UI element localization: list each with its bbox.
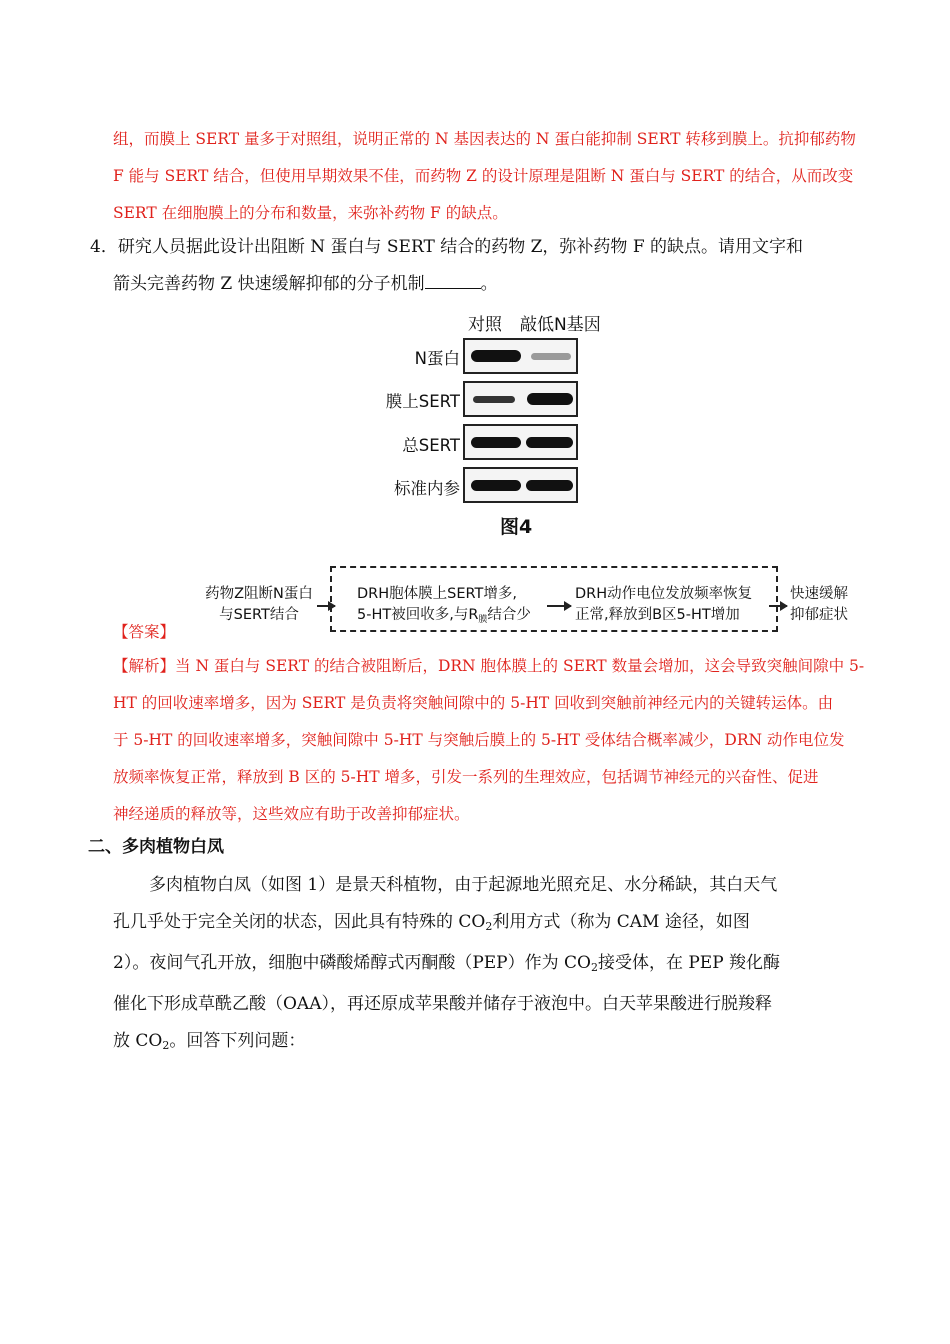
row-label-n-protein: N蛋白 — [414, 349, 460, 368]
paragraph-line: 多肉植物白凤（如图 1）是景天科植物，由于起源地光照充足、水分稀缺，其白天气 — [149, 875, 778, 895]
previous-analysis-line: SERT 在细胞膜上的分布和数量，来弥补药物 F 的缺点。 — [113, 204, 508, 222]
paragraph-line — [113, 1023, 865, 1064]
paragraph-text: 接受体，在 PEP 羧化酶 — [597, 953, 781, 973]
column-header-control: 对照 — [468, 315, 502, 335]
western-blot-figure — [360, 308, 620, 538]
column-header-knockdown: 敲低N基因 — [520, 315, 601, 335]
subscript-2: 2 — [485, 920, 493, 933]
row-label-membrane-sert: 膜上SERT — [385, 392, 460, 411]
paragraph-text: 2）。夜间气孔开放，细胞中磷酸烯醇式丙酮酸（PEP）作为 CO — [113, 953, 591, 973]
paragraph-text: 放 CO — [113, 1031, 163, 1051]
analysis-line: HT 的回收速率增多，因为 SERT 是负责将突触间隙中的 5-HT 回收到突触前神经元内的关键转运体。由 — [113, 694, 834, 712]
previous-analysis-line: F 能与 SERT 结合，但使用早期效果不佳，而药物 Z 的设计原理是阻断 N 蛋白与 SERT 的结合，从而改变 — [113, 167, 854, 185]
flow-step-1 — [200, 584, 318, 626]
subscript-2: 2 — [590, 961, 598, 974]
row-label-loading-control: 标准内参 — [394, 479, 460, 498]
flow-step-4 — [790, 584, 848, 626]
band-control — [473, 396, 515, 403]
subscript-2: 2 — [162, 1039, 170, 1052]
flow-step-4-line: 抑郁症状 — [790, 607, 848, 623]
section-2-paragraph — [113, 867, 865, 1064]
flow-step-4-line: 快速缓解 — [790, 586, 848, 602]
previous-analysis-line: 组，而膜上 SERT 量多于对照组，说明正常的 N 基因表达的 N 蛋白能抑制 SERT 转移到膜上。抗抑郁药物 — [113, 130, 856, 148]
paragraph-line — [113, 945, 865, 986]
paragraph-text: 。回答下列问题： — [169, 1031, 306, 1051]
flow-step-2-line — [357, 605, 531, 631]
answer-flow-diagram — [195, 566, 865, 638]
paragraph-text: 利用方式（称为 CAM 途径，如图 — [492, 912, 750, 932]
flow-step-3-line: 正常,释放到B区5-HT增加 — [575, 607, 740, 623]
flow-step-2 — [357, 584, 531, 631]
analysis-line: 于 5-HT 的回收速率增多，突触间隙中 5-HT 与突触后膜上的 5-HT 受体结合概率减少，DRN 动作电位发 — [113, 731, 845, 749]
previous-analysis — [113, 121, 865, 232]
paragraph-text: 孔几乎处于完全关闭的状态，因此具有特殊的 CO — [113, 912, 486, 932]
blot-panel-total-sert — [463, 424, 578, 460]
band-control — [471, 437, 521, 448]
question-4-text: 箭头完善药物 Z 快速缓解抑郁的分子机制 — [113, 274, 425, 294]
analysis-line — [113, 648, 865, 685]
band-control — [471, 350, 521, 362]
paragraph-line: 催化下形成草酰乙酸（OAA），再还原成苹果酸并储存于液泡中。白天苹果酸进行脱羧释 — [113, 994, 772, 1014]
analysis-line: 神经递质的释放等，这些效应有助于改善抑郁症状。 — [113, 805, 470, 823]
blot-panel-n-protein — [463, 338, 578, 374]
analysis-text: 当 N 蛋白与 SERT 的结合被阻断后，DRN 胞体膜上的 SERT 数量会增加，这会导致突触间隙中 5- — [175, 657, 865, 675]
analysis-line: 放频率恢复正常，释放到 B 区的 5-HT 增多，引发一系列的生理效应，包括调节神经元的兴奋性、促进 — [113, 768, 819, 786]
blot-panel-membrane-sert — [463, 381, 578, 417]
answer-label: 【答案】 — [113, 623, 176, 641]
flow-step-2-subscript: 膜 — [478, 615, 488, 625]
analysis-label: 【解析】 — [113, 657, 176, 675]
flow-step-3 — [575, 584, 752, 626]
answer-blank[interactable] — [425, 271, 481, 289]
band-knockdown — [526, 480, 573, 491]
analysis — [113, 648, 865, 833]
row-label-total-sert: 总SERT — [402, 436, 460, 455]
flow-step-1-line: 与SERT结合 — [219, 607, 299, 623]
flow-step-2-line: DRH胞体膜上SERT增多, — [357, 586, 517, 602]
figure-caption: 图4 — [500, 516, 533, 538]
flow-step-3-line: DRH动作电位发放频率恢复 — [575, 586, 753, 602]
arrow-icon — [769, 605, 787, 607]
paragraph-line — [113, 904, 865, 945]
section-heading: 二、多肉植物白凤 — [88, 837, 224, 857]
flow-step-1-line: 药物Z阻断N蛋白 — [205, 586, 313, 602]
question-4-line: 4．研究人员据此设计出阻断 N 蛋白与 SERT 结合的药物 Z，弥补药物 F 的缺点。请用文字和 — [90, 237, 804, 257]
band-knockdown — [531, 353, 571, 360]
question-4-line — [90, 266, 865, 303]
question-4-punct: 。 — [480, 274, 498, 294]
blot-panel-loading-control — [463, 467, 578, 503]
band-control — [471, 480, 521, 491]
question-4 — [90, 229, 865, 303]
arrow-icon — [547, 605, 571, 607]
band-knockdown — [526, 437, 573, 448]
flow-step-2-text: 结合少 — [487, 607, 531, 623]
band-knockdown — [527, 393, 573, 405]
flow-step-2-text: 5-HT被回收多,与R — [357, 607, 479, 623]
